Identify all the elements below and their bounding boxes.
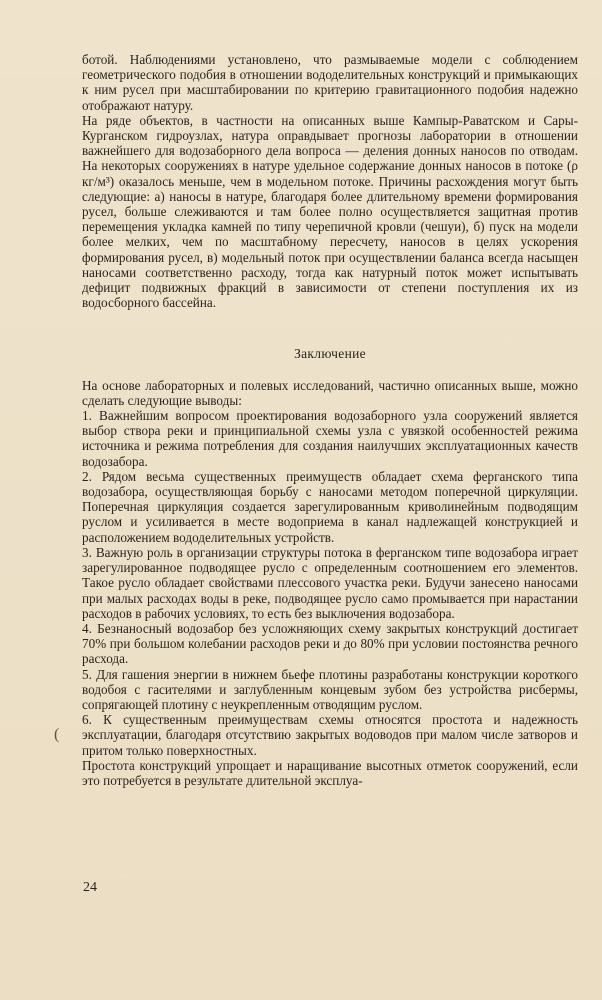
body-text	[82, 52, 578, 788]
section-heading: Заключение	[294, 346, 366, 362]
margin-mark: (	[54, 726, 60, 743]
conclusion-3: 3. Важную роль в организации структуры потока в ферганском типе водозабора играет зарегулированное подводящее русло с определенным соотношением его элементов. Такое русло обладает свойствами плессового участка реки. Будучи занесено наносами при малых расходах воды в реке, подводящее русло само промывается при нарастании расходов в рабочих условиях, то есть без выключения водозабора.	[82, 544, 578, 621]
paragraph-1: ботой. Наблюдениями установлено, что размываемые модели с соблюдением геометрического подобия в отношении вододелительных конструкций и примыкающих к ним русел при масштабировании по критерию гравитационного подобия надежно отображают натуру.	[82, 52, 578, 113]
conclusion-4: 4. Безнаносный водозабор без усложняющих схему закрытых конструкций достигает 70% при большом колебании расходов реки и до 80% при условии постоянства речного расхода.	[82, 620, 578, 667]
paragraph-3: На основе лабораторных и полевых исследований, частично описанных выше, можно сделать следующие выводы:	[82, 377, 578, 408]
conclusion-2: 2. Рядом весьма существенных преимуществ обладает схема ферганского типа водозабора, осуществляющая борьбу с наносами методом поперечной циркуляции. Поперечная циркуляция создается зарегулированным криволинейным подводящим руслом и усиливается в месте водоприема в канал надлежащей конструкцией и расположением вододелительных устройств.	[82, 468, 578, 545]
conclusion-1: 1. Важнейшим вопросом проектирования водозаборного узла сооружений является выбор створа реки и принципиальной схемы узла с увязкой особенностей режима источника и режима потребления для создания наилучших эксплуатационных качеств водозабора.	[82, 408, 578, 469]
conclusion-6: 6. К существенным преимуществам схемы относятся простота и надежность эксплуатации, благодаря отсутствию закрытых водоводов при малом числе затворов и притом только поверхностных.	[82, 712, 578, 758]
paragraph-2: На ряде объектов, в частности на описанных выше Кампыр-Раватском и Сары-Курганском гидроузлах, натура оправдывает прогнозы лаборатории в отношении важнейшего для водозаборного дела вопроса — деления донных наносов по отводам. На некоторых сооружениях в натуре удельное содержание донных наносов в потоке (ρ кг/м³) оказалось меньше, чем в модельном потоке. Причины расхождения могут быть следующие: а) наносы в натуре, благодаря более длительному времени формирования русел, больше слеживаются и там более полно осуществляется защитная против перемещения укладка камней по типу черепичной кровли (чешуи), б) пуск на модели более мелких, чем по масштабному пересчету, наносов в целях ускорения формирования русел, в) модельный поток при осуществлении баланса всегда насыщен наносами соответственно расходу, тогда как натурный поток может испытывать дефицит подвижных фракций в зависимости от степени поступления их из водосборного бассейна.	[82, 112, 578, 311]
page-number: 24	[83, 880, 97, 895]
paragraph-last: Простота конструкций упрощает и наращивание высотных отметок сооружений, если это потребуется в результате длительной эксплуа-	[82, 757, 578, 788]
conclusion-5: 5. Для гашения энергии в нижнем бьефе плотины разработаны конструкции короткого водобоя с гасителями и заглубленным концевым зубом без устройства рисбермы, сопрягающей плотину с неукрепленным отводящим руслом.	[82, 666, 578, 712]
